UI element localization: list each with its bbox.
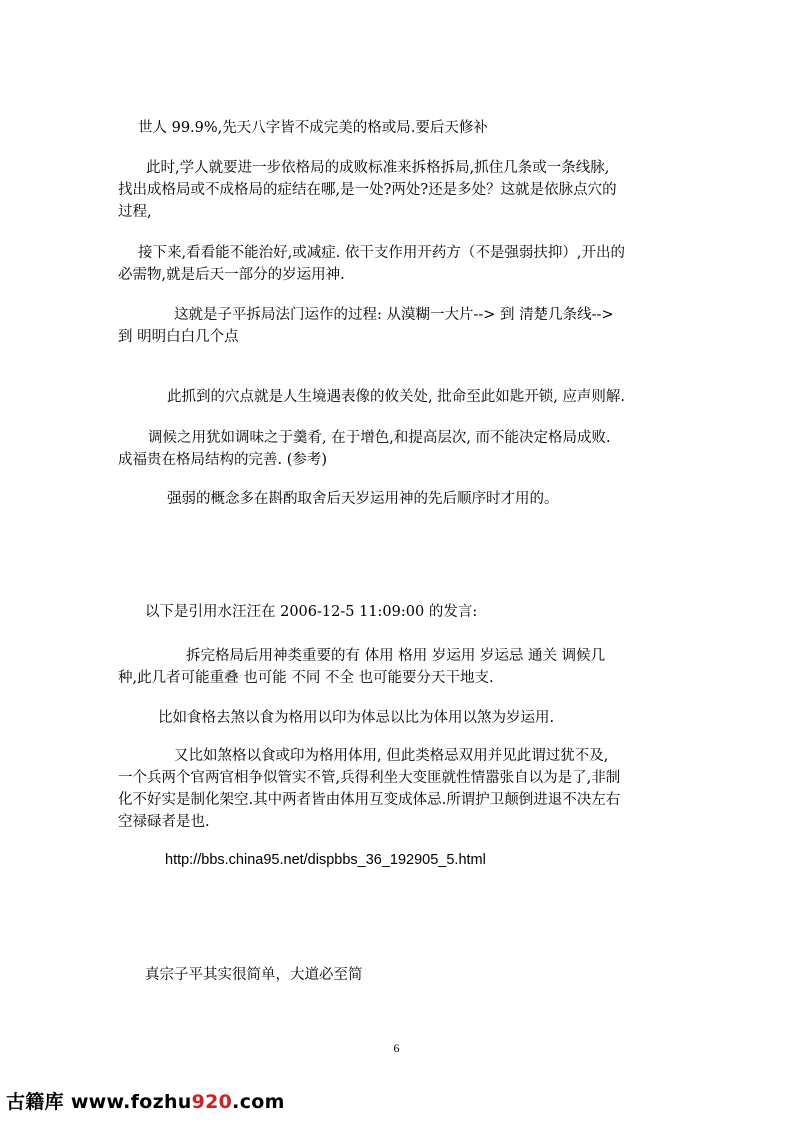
text-line: 世人 99.9%,先天八字皆不成完美的格或局.要后天修补 (138, 120, 488, 136)
text-line: 接下来,看看能不能治好,或减症. 依干支作用开药方（不是强弱扶抑）,开出的 (138, 245, 626, 261)
paragraph-strength (118, 488, 727, 510)
text-line: 比如食格去煞以食为格用以印为体忌以比为体用以煞为岁运用. (158, 710, 555, 726)
text-line: 此抓到的穴点就是人生境遇表像的攸关处, 批命至此如匙开锁, 应声则解. (167, 389, 626, 405)
text-line: 空禄碌者是也. (118, 814, 210, 830)
text-line: 此时,学人就要进一步依格局的成败标准来拆格拆局,抓住几条或一条线脉, (146, 160, 610, 176)
paragraph-tiaohou (118, 427, 678, 471)
paragraph-closing (118, 964, 705, 986)
text-line: 种,此几者可能重叠 也可能 不同 不全 也可能要分天干地支. (118, 670, 494, 686)
source-url: http://bbs.china95.net/dispbbs_36_192905_5.html (165, 852, 486, 868)
paragraph-treatment (118, 242, 678, 286)
text-line: 拆完格局后用神类重要的有 体用 格用 岁运用 岁运忌 通关 调候几 (186, 648, 606, 664)
paragraph-process (118, 304, 678, 348)
paragraph-quote-3 (118, 745, 678, 833)
watermark-prefix: 古籍库 www.fozhu (6, 1091, 192, 1113)
paragraph-quote-2 (118, 707, 718, 729)
text-line: 调候之用犹如调味之于羹肴, 在于增色,和提高层次, 而不能决定格局成败. (148, 430, 611, 446)
paragraph-acupoint (118, 386, 727, 408)
text-line: 真宗子平其实很简单，大道必至简 (145, 967, 363, 983)
text-line: 以下是引用水汪汪在 2006-12-5 11:09:00 的发言: (145, 604, 478, 620)
text-line: 又比如煞格以食或印为格用体用, 但此类格忌双用并见此谓过犹不及, (174, 748, 609, 764)
text-line: 强弱的概念多在斟酌取舍后天岁运用神的先后顺序时才用的。 (167, 491, 559, 507)
text-line: 这就是子平拆局法门运作的过程: 从漠糊一大片--> 到 清楚几条线--> (174, 307, 614, 323)
paragraph-quote-intro (118, 601, 705, 623)
paragraph-quote-1 (118, 645, 678, 689)
site-watermark (6, 1090, 285, 1114)
page-number: 6 (393, 1041, 400, 1055)
text-line: 一个兵两个官两官相争似管实不管,兵得利坐大变匪就性情嚣张自以为是了,非制 (118, 770, 621, 786)
watermark-suffix: .com (232, 1091, 285, 1113)
text-line: 找出成格局或不成格局的症结在哪,是一处?两处?还是多处？这就是依脉点穴的 (118, 182, 617, 198)
paragraph-intro (118, 117, 698, 139)
text-line: 必需物,就是后天一部分的岁运用神. (118, 267, 345, 283)
text-line: 化不好实是制化架空.其中两者皆由体用互变成体忌.所谓护卫颠倒进退不决左右 (118, 792, 621, 808)
text-line: 过程, (118, 204, 152, 220)
text-line: 到 明明白白几个点 (118, 329, 239, 345)
watermark-accent: 920 (191, 1091, 233, 1113)
text-line: 成福贵在格局结构的完善. (参考) (118, 452, 328, 468)
paragraph-analysis (118, 157, 678, 223)
